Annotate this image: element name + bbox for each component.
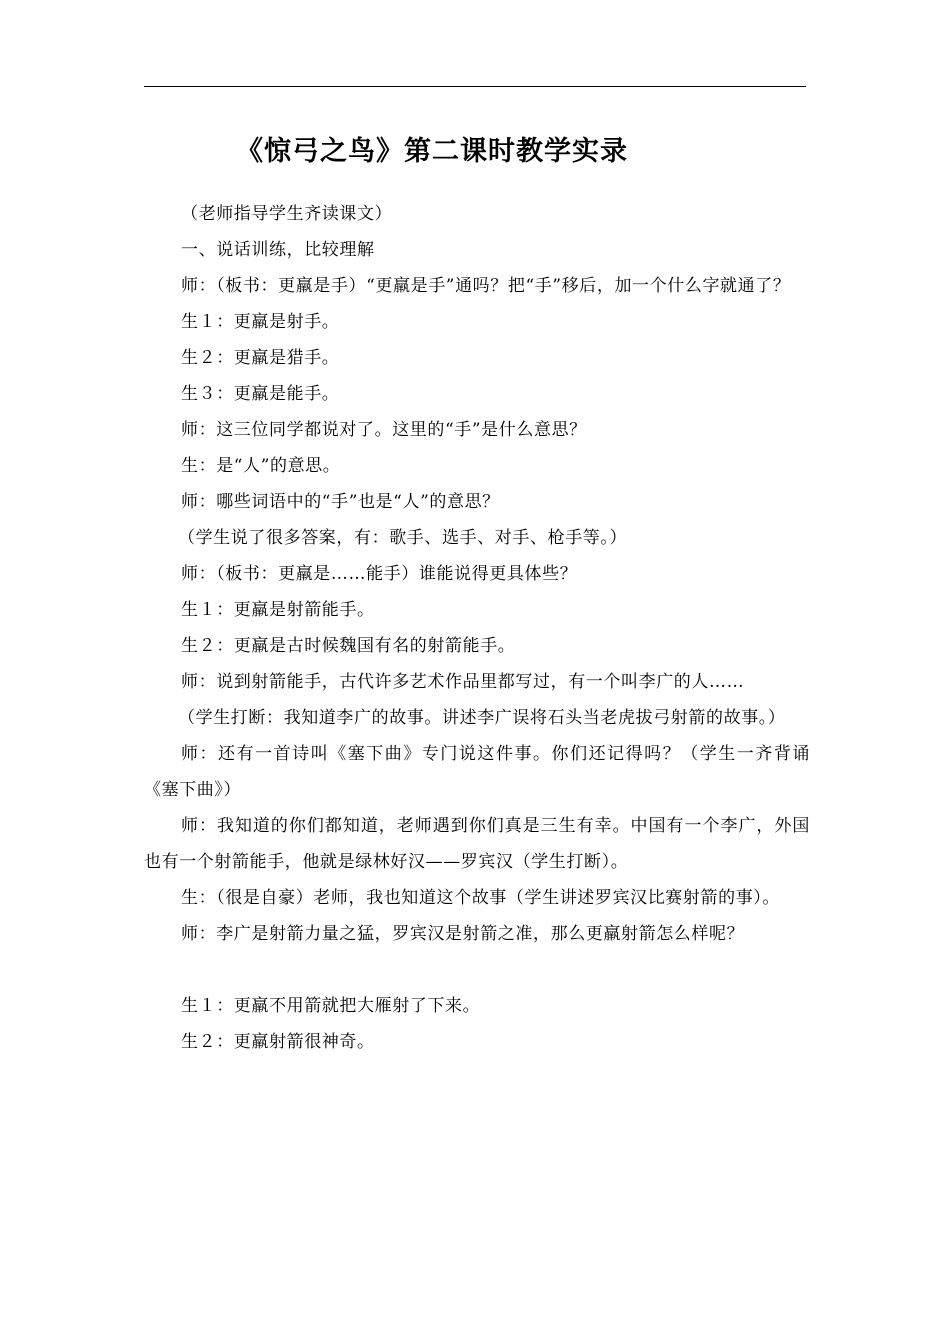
paragraph-dialogue: 师：（板书：更羸是……能手）谁能说得更具体些？ (181, 564, 578, 584)
paragraph-dialogue: 生２：更羸射箭很神奇。 (181, 1032, 375, 1052)
document-body (144, 196, 810, 1060)
paragraph-dialogue: 生１：更羸是射箭能手。 (181, 600, 375, 620)
paragraph-dialogue: 师：哪些词语中的“手”也是“人”的意思？ (181, 492, 500, 512)
paragraph-dialogue: 生２：更羸是古时候魏国有名的射箭能手。 (181, 636, 516, 656)
paragraph-dialogue: 师：说到射箭能手，古代许多艺术作品里都写过，有一个叫李广的人…… (181, 672, 745, 692)
paragraph-dialogue: 师：李广是射箭力量之猛，罗宾汉是射箭之准，那么更羸射箭怎么样呢？ (181, 924, 745, 944)
paragraph-dialogue: 师：（板书：更羸是手）“更羸是手”通吗？把“手”移后，加一个什么字就通了？ (181, 276, 791, 296)
paragraph-dialogue: 生２：更羸是猎手。 (181, 348, 340, 368)
paragraph-dialogue: 师：还有一首诗叫《塞下曲》专门说这件事。你们还记得吗？（学生一齐背诵《塞下曲》） (144, 744, 810, 800)
document-title: 《惊弓之鸟》第二课时教学实录 (236, 136, 628, 167)
paragraph-dialogue: 生１：更羸不用箭就把大雁射了下来。 (181, 996, 481, 1016)
header-rule (144, 86, 806, 87)
paragraph-dialogue: 师：我知道的你们都知道，老师遇到你们真是三生有幸。中国有一个李广，外国也有一个射箭能手，他就是绿林好汉——罗宾汉（学生打断）。 (144, 816, 810, 872)
paragraph-dialogue: 生１：更羸是射手。 (181, 312, 340, 332)
paragraph-dialogue: 师：这三位同学都说对了。这里的“手”是什么意思？ (181, 420, 587, 440)
paragraph-spacer (144, 952, 810, 988)
paragraph-dialogue: 生：（很是自豪）老师，我也知道这个故事（学生讲述罗宾汉比赛射箭的事）。 (181, 888, 780, 908)
paragraph-student-interrupt-note: （学生打断：我知道李广的故事。讲述李广误将石头当老虎拔弓射箭的故事。） (178, 708, 786, 728)
paragraph-dialogue: 生：是“人”的意思。 (181, 456, 341, 476)
paragraph-dialogue: 生３：更羸是能手。 (181, 384, 340, 404)
paragraph-student-answers-note: （学生说了很多答案，有：歌手、选手、对手、枪手等。） (178, 528, 628, 548)
paragraph-reading-note: （老师指导学生齐读课文） (181, 204, 393, 224)
paragraph-section-heading: 一、说话训练，比较理解 (181, 240, 375, 260)
